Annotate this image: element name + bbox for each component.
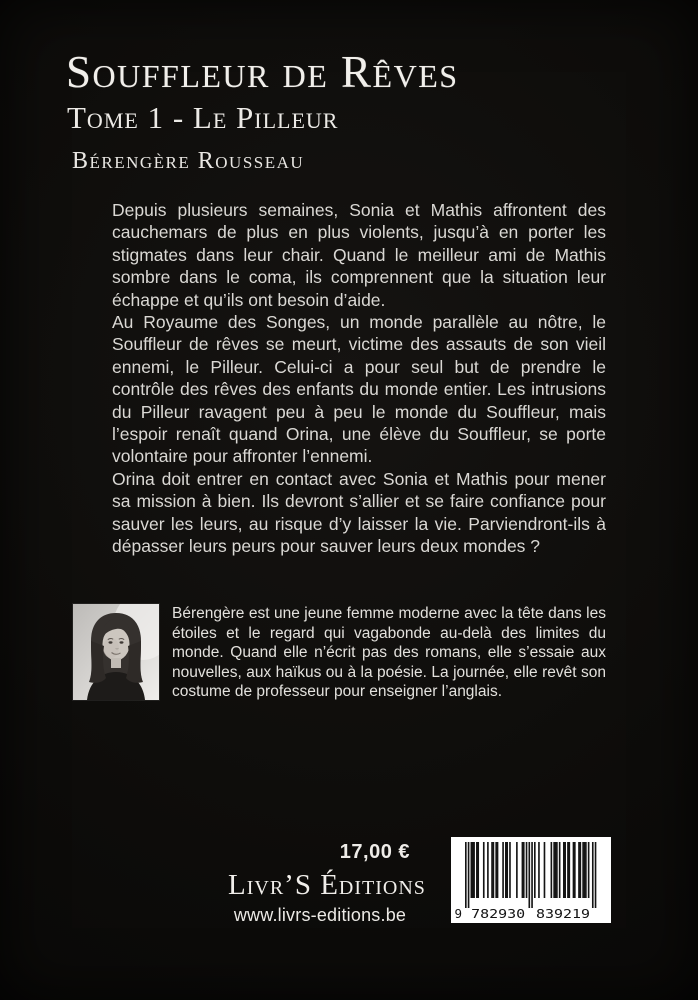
publisher-website: www.livrs-editions.be — [233, 905, 407, 925]
book-subtitle: Tome 1 - Le Pilleur — [67, 100, 339, 135]
author-photo — [73, 604, 159, 700]
author-bio-section — [73, 604, 606, 702]
svg-text:839219: 839219 — [536, 906, 590, 921]
author-name: Bérengère Rousseau — [72, 148, 305, 174]
synopsis — [112, 199, 606, 558]
book-title: Souffleur de Rêves — [66, 47, 459, 97]
imprint-block — [228, 840, 426, 926]
synopsis-paragraph: Depuis plusieurs semaines, Sonia et Mathis affrontent des cauchemars de plus en plus violents, jusqu’à en porter les stigmates dans leur chair. Quand le meilleur ami de Mathis sombre dans le coma, ils comprennent que la situation leur échappe et qu’ils ont besoin d’aide. — [112, 200, 606, 310]
author-bio-text: Bérengère est une jeune femme moderne avec la tête dans les étoiles et le regard qui vagabonde au-delà des limites du monde. Quand elle n’écrit pas des romans, elle s’essaie aux nouvelles, aux haïkus ou à la poésie. La journée, elle revêt son costume de professeur pour enseigner l’anglais. — [172, 605, 606, 701]
svg-text:782930: 782930 — [471, 906, 526, 921]
author-portrait-image — [73, 604, 159, 700]
publisher-name: Livr’S Éditions — [228, 869, 426, 901]
synopsis-paragraph: Au Royaume des Songes, un monde parallèle au nôtre, le Souffleur de rêves se meurt, victime des assauts de son vieil ennemi, le Pilleur. Celui-ci a pour seul but de prendre le contrôle des rêves des enfants du monde entier. Les intrusions du Pilleur ravagent peu à peu le monde du Souffleur, mais l’espoir renaît quand Orina, une élève du Souffleur, se porte volontaire pour affronter l’ennemi. — [112, 312, 606, 467]
synopsis-paragraph: Orina doit entrer en contact avec Sonia et Mathis pour mener sa mission à bien. Ils devront s’allier et se faire confiance pour sauver les leurs, au risque d’y laisser la vie. Parviendront-ils à dépasser leurs peurs pour sauver leurs deux mondes ? — [112, 468, 606, 557]
barcode-bars — [451, 837, 611, 923]
price: 17,00 € — [339, 841, 410, 863]
svg-text:9: 9 — [454, 906, 463, 921]
isbn-barcode — [451, 837, 611, 923]
